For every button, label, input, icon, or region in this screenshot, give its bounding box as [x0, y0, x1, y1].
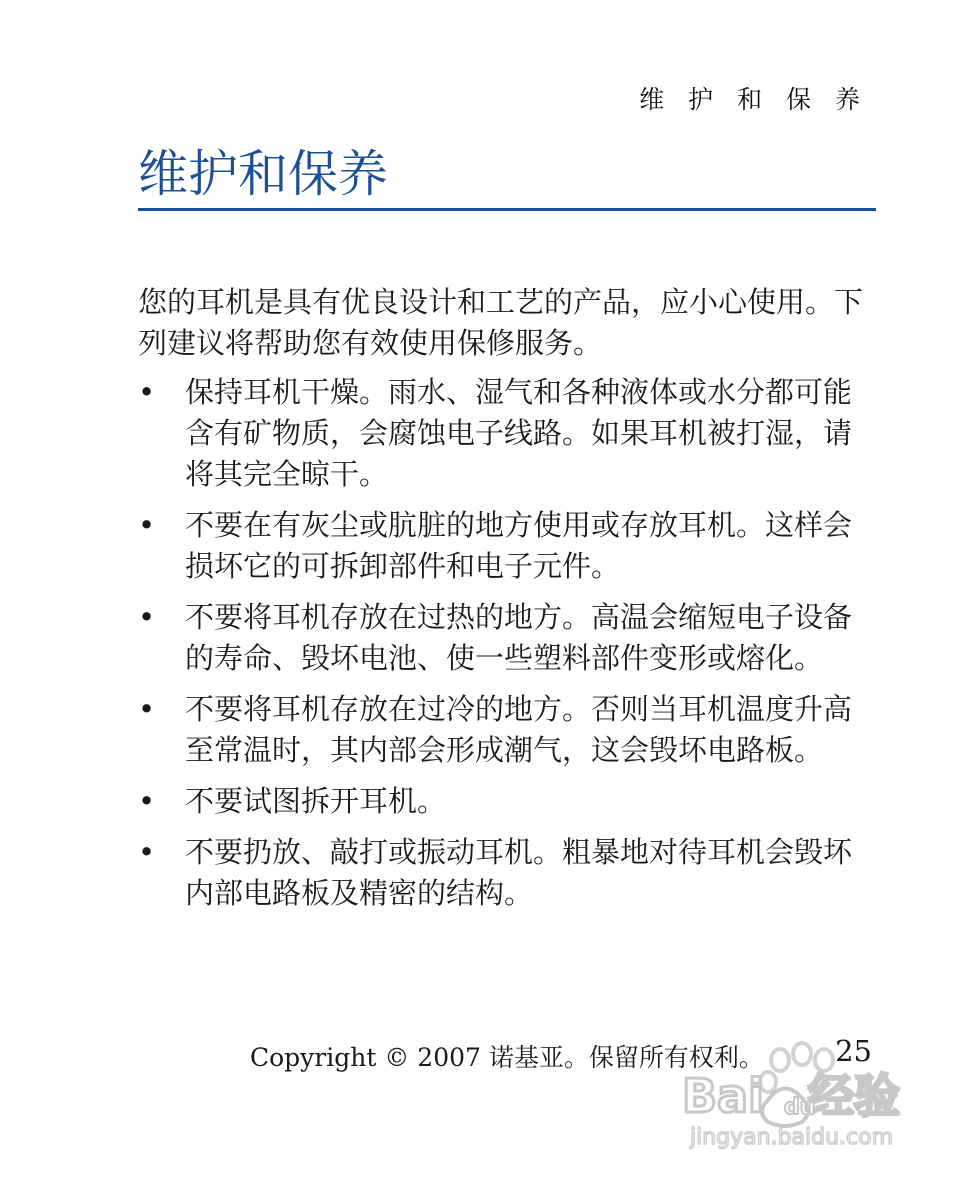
list-item [138, 597, 868, 679]
svg-text:Bai: Bai [682, 1069, 764, 1123]
title-rule [138, 208, 876, 211]
list-item-text: 保持耳机干燥。雨水、湿气和各种液体或水分都可能含有矿物质，会腐蚀电子线路。如果耳机被打湿，请将其完全晾干。 [185, 375, 853, 491]
list-item [138, 505, 868, 587]
bullet-icon: • [138, 375, 156, 409]
svg-text:经验: 经验 [808, 1069, 900, 1123]
list-item-text: 不要在有灰尘或肮脏的地方使用或存放耳机。这样会损坏它的可拆卸部件和电子元件。 [185, 508, 853, 583]
list-item-text: 不要将耳机存放在过冷的地方。否则当耳机温度升高至常温时，其内部会形成潮气，这会毁坏电路板。 [185, 692, 853, 767]
care-list [138, 372, 868, 914]
svg-text:jingyan.baidu.com: jingyan.baidu.com [690, 1125, 894, 1150]
bullet-icon: • [138, 835, 156, 869]
copyright-text: Copyright © 2007 诺基亚。保留所有权利。 [250, 1043, 764, 1072]
bullet-icon: • [138, 784, 156, 818]
running-head: 维 护 和 保 养 [639, 85, 868, 114]
list-item [138, 781, 868, 822]
list-item [138, 372, 868, 495]
list-item-text: 不要试图拆开耳机。 [185, 784, 447, 818]
svg-text:du: du [784, 1095, 816, 1120]
bullet-icon: • [138, 692, 156, 726]
list-item [138, 832, 868, 914]
list-item [138, 689, 868, 771]
bullet-icon: • [138, 600, 156, 634]
page-number: 25 [835, 1034, 872, 1068]
page-content [138, 282, 868, 924]
list-item-text: 不要扔放、敲打或振动耳机。粗暴地对待耳机会毁坏内部电路板及精密的结构。 [185, 835, 853, 910]
bullet-icon: • [138, 508, 156, 542]
intro-paragraph: 您的耳机是具有优良设计和工艺的产品，应小心使用。下列建议将帮助您有效使用保修服务。 [138, 285, 864, 360]
list-item-text: 不要将耳机存放在过热的地方。高温会缩短电子设备的寿命、毁坏电池、使一些塑料部件变形或熔化。 [185, 600, 853, 675]
page-title: 维护和保养 [138, 145, 388, 203]
